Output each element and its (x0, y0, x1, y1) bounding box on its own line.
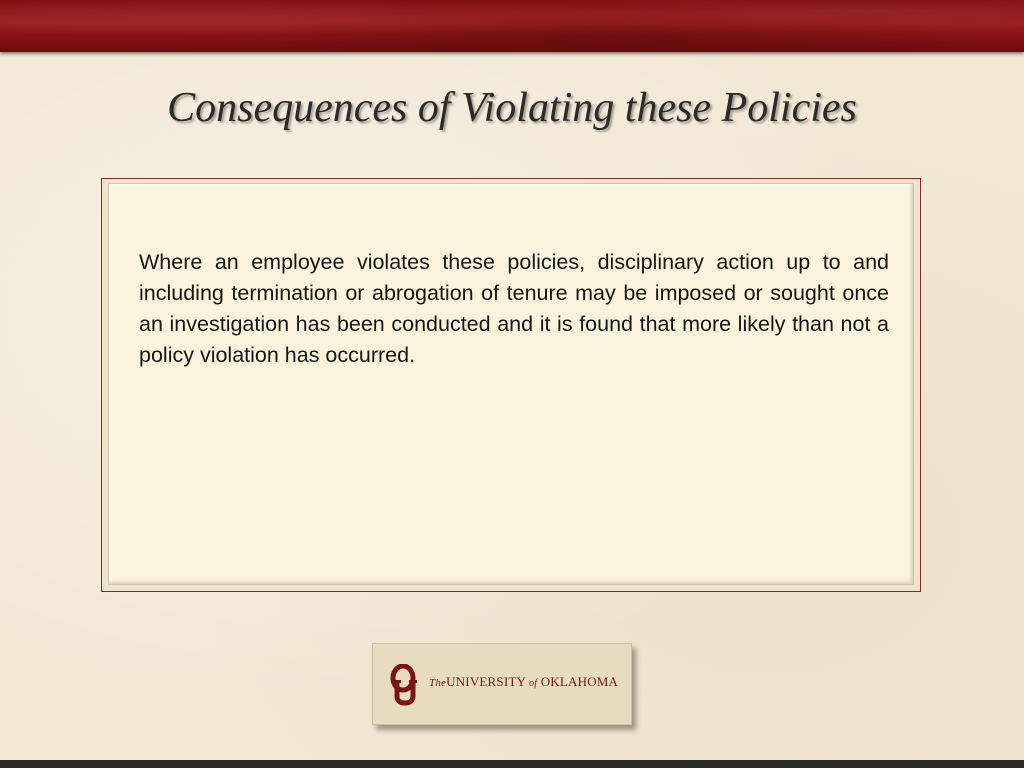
logo-of: of (529, 678, 538, 689)
ou-monogram-icon (389, 664, 421, 706)
content-panel (108, 183, 914, 585)
content-frame (101, 178, 921, 592)
body-paragraph: Where an employee violates these policies, disciplinary action up to and including termination or abrogation of tenure may be imposed or sought once an investigation has been conducted and it is found that more likely than not a policy violation has occurred. (139, 250, 889, 367)
bottom-strip (0, 760, 1024, 768)
university-logo (372, 643, 632, 725)
top-banner-texture (0, 0, 1024, 52)
logo-university: UNIVERSITY (446, 674, 526, 689)
slide-title: Consequences of Violating these Policies (167, 85, 857, 131)
logo-oklahoma: OKLAHOMA (540, 674, 619, 689)
top-banner (0, 0, 1024, 52)
logo-wordmark (429, 674, 618, 690)
logo-the: The (429, 677, 447, 689)
